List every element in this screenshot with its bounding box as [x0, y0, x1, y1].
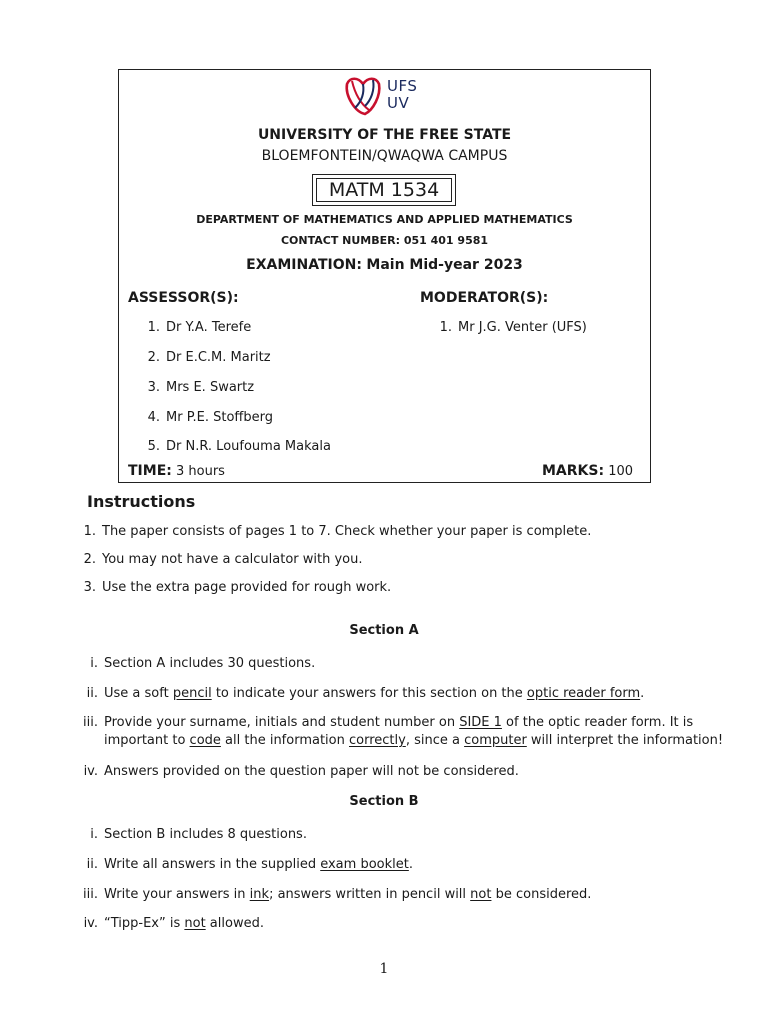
exam-label: EXAMINATION:	[246, 257, 362, 273]
module-code: MATM 1534	[316, 178, 452, 202]
assessor-2: 2. Dr E.C.M. Maritz	[147, 350, 271, 365]
time-value: 3 hours	[176, 464, 225, 479]
logo-text-top: UFS	[387, 77, 418, 95]
logo-text-bottom: UV	[387, 94, 410, 112]
time-label: TIME:	[128, 463, 172, 479]
section-a-item-i: i. Section A includes 30 questions.	[90, 656, 316, 671]
moderators-heading: MODERATOR(S):	[420, 290, 549, 306]
section-a-heading: Section A	[349, 623, 419, 638]
department-name: DEPARTMENT OF MATHEMATICS AND APPLIED MATHEMATICS	[196, 213, 573, 226]
university-name: UNIVERSITY OF THE FREE STATE	[257, 127, 512, 143]
section-b-item-ii: ii. Write all answers in the supplied exam booklet.	[86, 857, 413, 872]
assessor-3: 3. Mrs E. Swartz	[147, 380, 255, 395]
contact-number: CONTACT NUMBER: 051 401 9581	[280, 234, 489, 247]
moderator-1: 1. Mr J.G. Venter (UFS)	[439, 320, 587, 335]
section-b-item-iii: iii. Write your answers in ink; answers written in pencil will not be considered.	[83, 887, 592, 902]
module-code-box	[312, 174, 456, 206]
ufs-logo	[343, 74, 433, 116]
examination-line	[118, 257, 651, 273]
assessor-5: 5. Dr N.R. Loufouma Makala	[147, 439, 331, 454]
marks-value: 100	[608, 464, 634, 479]
instructions-heading: Instructions	[87, 492, 196, 511]
assessor-4: 4. Mr P.E. Stoffberg	[147, 410, 273, 425]
section-b-item-i: i. Section B includes 8 questions.	[90, 827, 307, 842]
marks-line	[542, 463, 633, 479]
instruction-1: 1. The paper consists of pages 1 to 7. Check whether your paper is complete.	[83, 524, 592, 539]
section-a-item-ii: ii. Use a soft pencil to indicate your answers for this section on the optic reader form.	[86, 686, 645, 701]
campus-name: BLOEMFONTEIN/QWAQWA CAMPUS	[261, 148, 508, 164]
instruction-3: 3. Use the extra page provided for rough work.	[83, 580, 392, 595]
assessors-heading: ASSESSOR(S):	[128, 290, 239, 306]
section-a-item-iv: iv. Answers provided on the question paper will not be considered.	[83, 764, 519, 779]
section-a-item-iii: iii. Provide your surname, initials and student number on SIDE 1 of the optic reader form. It is	[83, 715, 694, 730]
section-a-item-iii-cont: important to code all the information correctly, since a computer will interpret the information!	[104, 733, 724, 748]
time-line	[128, 463, 225, 479]
assessor-1: 1. Dr Y.A. Terefe	[147, 320, 252, 335]
section-b-item-iv: iv. “Tipp-Ex” is not allowed.	[83, 916, 264, 931]
page-number: 1	[379, 961, 389, 977]
instruction-2: 2. You may not have a calculator with you.	[83, 552, 363, 567]
marks-label: MARKS:	[542, 463, 605, 479]
section-b-heading: Section B	[349, 794, 419, 809]
exam-value: Main Mid-year 2023	[366, 257, 523, 273]
